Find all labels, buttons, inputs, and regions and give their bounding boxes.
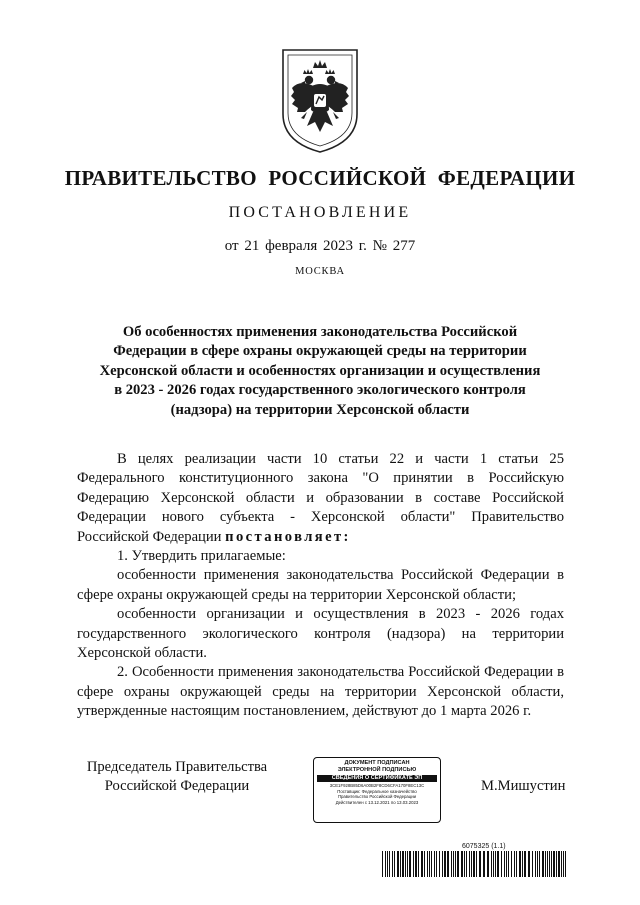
preamble-paragraph	[77, 450, 564, 547]
government-title: ПРАВИТЕЛЬСТВО РОССИЙСКОЙ ФЕДЕРАЦИИ	[64, 166, 576, 190]
preamble-text: В целях реализации части 10 статьи 22 и части 1 статьи 25 Федерального конституционного закона "О принятии в Российскую Федерацию Херсонской области и образовании в составе Российской Федерации нового субъекта - Херсонской области" Правительство Российской Федерации	[77, 451, 564, 545]
stamp-owner: Правительство Российской Федерации	[337, 794, 417, 800]
item-1: 1. Утвердить прилагаемые:	[117, 548, 286, 565]
barcode	[382, 851, 566, 877]
stamp-band: СВЕДЕНИЯ О СЕРТИФИКАТЕ ЭП	[317, 775, 437, 782]
decree-type: ПОСТАНОВЛЕНИЕ	[228, 204, 412, 221]
decree-title: Об особенностях применения законодательства Российской Федерации в сфере охраны окружающей среды на территории Херсонской области и особенностях организации и осуществления в 2023 - 2026 годах государственного экологического контроля (надзора) на территории Херсонской области	[99, 324, 541, 418]
decree-body	[77, 450, 564, 722]
item-1b: особенности организации и осуществления в 2023 - 2026 годах государственного экологического контроля (надзора) на территории Херсонской области.	[77, 606, 564, 662]
stamp-line1: ДОКУМЕНТ ПОДПИСАН	[344, 760, 410, 766]
signer-name: М.Мишустин	[481, 778, 566, 794]
signer-position	[77, 758, 277, 797]
signer-position-line2: Российской Федерации	[104, 778, 250, 795]
stamp-serial: 3CE1F928B85D6A00B2F8CD6CFA170F8EC13C	[329, 783, 425, 788]
item-1a: особенности применения законодательства Российской Федерации в сфере охраны окружающей среды на территории Херсонской области;	[77, 567, 564, 603]
resolves-word: постановляет:	[225, 528, 351, 545]
decree-city: МОСКВА	[295, 266, 345, 277]
decree-date-number: от 21 февраля 2023 г. № 277	[224, 238, 416, 254]
electronic-signature-stamp	[313, 757, 441, 823]
signer-position-line1: Председатель Правительства	[86, 759, 268, 775]
stamp-line2: ЭЛЕКТРОННОЙ ПОДПИСЬЮ	[337, 767, 417, 773]
stamp-validity: Действителен с 13.12.2021 по 13.03.2023	[335, 799, 419, 805]
item-2: 2. Особенности применения законодательства Российской Федерации в сфере охраны окружающей среды на территории Херсонской области, утвержденные настоящим постановлением, действуют до 1 марта 2026 г.	[77, 664, 564, 720]
stamp-issuer: Поставщик: Федеральное казначейство	[337, 788, 417, 794]
coat-of-arms-emblem	[277, 44, 363, 156]
barcode-number: 6075325 (1.1)	[462, 843, 506, 850]
